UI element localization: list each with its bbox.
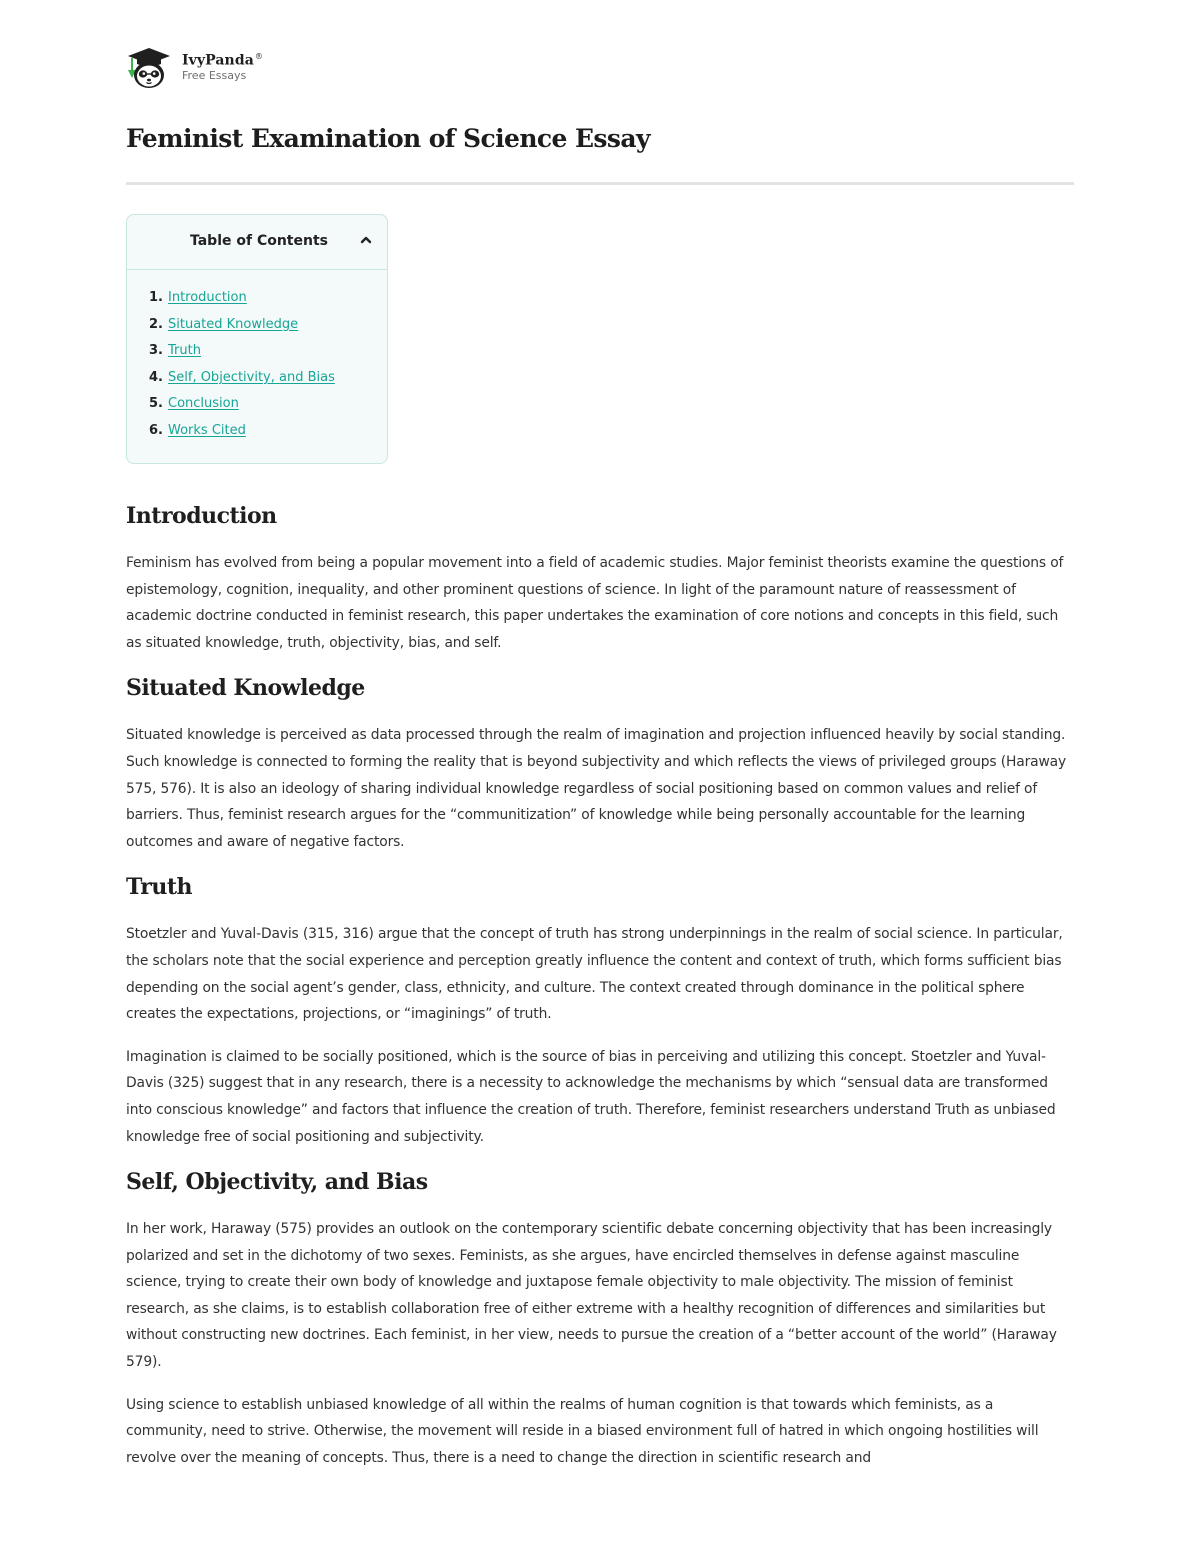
toc-link-introduction[interactable]: Introduction <box>168 290 247 305</box>
paragraph: In her work, Haraway (575) provides an outlook on the contemporary scientific debate concerning objectivity that has been increasingly polarized and set in the dichotomy of two sexes. Feminists, as she argues, have encircled themselves in defense against masculine science, trying to create their own body of knowledge and juxtapose female objectivity to male objectivity. The mission of feminist research, as she claims, is to establish collaboration free of either extreme with a healthy recognition of differences and similarities but without constructing new doctrines. Each feminist, in her view, needs to pursue the creation of a “better account of the world” (Haraway 579). <box>126 1221 1057 1371</box>
page-title: Feminist Examination of Science Essay <box>126 124 650 153</box>
chevron-up-icon[interactable] <box>359 232 373 246</box>
toc-list <box>149 287 335 447</box>
paragraph: Stoetzler and Yuval-Davis (315, 316) argue that the concept of truth has strong underpinnings in the realm of social science. In particular, the scholars note that the social experience and perception greatly influence the content and context of truth, which forms sufficient bias depending on the social agent’s gender, class, ethnicity, and culture. The context created through dominance in the political sphere creates the expectations, projections, or “imaginings” of truth. <box>126 926 1063 1023</box>
toc-link-works-cited[interactable]: Works Cited <box>168 422 246 438</box>
graduate-panda-logo-icon <box>126 44 172 90</box>
brand-name: IvyPanda® <box>182 51 263 69</box>
toc-item <box>149 340 335 367</box>
brand-subtitle: Free Essays <box>182 69 247 83</box>
toc-item <box>149 420 335 447</box>
paragraph: Situated knowledge is perceived as data processed through the realm of imagination and projection influenced heavily by social standing. Such knowledge is connected to forming the reality that is beyond subjectivity and which reflects the views of privileged groups (Haraway 575, 576). It is also an ideology of sharing individual knowledge regardless of social positioning based on common values and relief of barriers. Thus, feminist research argues for the “communitization” of knowledge while being personally accountable for the learning outcomes and aware of negative factors. <box>126 727 1067 850</box>
toc-item <box>149 367 335 394</box>
toc-link-conclusion[interactable]: Conclusion <box>168 396 239 412</box>
toc-item-number: 2. <box>149 316 163 332</box>
toc-item-number: 3. <box>149 343 163 359</box>
toc-link-truth[interactable]: Truth <box>168 343 201 359</box>
section-heading-self-objectivity-bias: Self, Objectivity, and Bias <box>126 1169 428 1196</box>
table-of-contents <box>126 214 388 464</box>
section-heading-introduction: Introduction <box>126 503 277 529</box>
toc-item-number: 6. <box>149 422 163 438</box>
paragraph: Imagination is claimed to be socially positioned, which is the source of bias in perceiving and utilizing this concept. Stoetzler and Yuval-Davis (325) suggest that in any research, there is a necessity to acknowledge the mechanisms by which “sensual data are transformed into conscious knowledge” and factors that influence the creation of truth. Therefore, feminist researchers understand Truth as unbiased knowledge free of social positioning and subjectivity. <box>126 1048 1056 1145</box>
essay-body <box>126 498 1074 1471</box>
toc-item <box>149 287 335 314</box>
title-divider <box>126 182 1074 185</box>
toc-item <box>149 314 335 341</box>
toc-item-number: 1. <box>149 290 163 305</box>
toc-link-self-objectivity-bias[interactable]: Self, Objectivity, and Bias <box>168 369 335 385</box>
section-heading-truth: Truth <box>126 874 193 901</box>
toc-item-number: 5. <box>149 396 163 412</box>
section-heading-situated-knowledge: Situated Knowledge <box>126 675 365 702</box>
toc-item-number: 4. <box>149 369 163 385</box>
toc-link-situated-knowledge[interactable]: Situated Knowledge <box>168 316 299 332</box>
paragraph: Feminism has evolved from being a popular movement into a field of academic studies. Major feminist theorists examine the questions of epistemology, cognition, inequality, and other prominent questions of science. In light of the paramount nature of reassessment of academic doctrine conducted in feminist research, this paper undertakes the examination of core notions and concepts in this field, such as situated knowledge, truth, objectivity, bias, and self. <box>126 555 1064 651</box>
brand-header[interactable] <box>126 44 263 90</box>
toc-title: Table of Contents <box>189 233 328 249</box>
registered-mark: ® <box>254 51 263 61</box>
toc-item <box>149 393 335 420</box>
toc-header[interactable] <box>127 215 387 270</box>
paragraph: Using science to establish unbiased knowledge of all within the realms of human cognition is that towards which feminists, as a community, need to strive. Otherwise, the movement will reside in a biased environment full of hatred in which ongoing hostilities will revolve over the meaning of concepts. Thus, there is a need to change the direction in scientific research and <box>126 1396 1039 1466</box>
